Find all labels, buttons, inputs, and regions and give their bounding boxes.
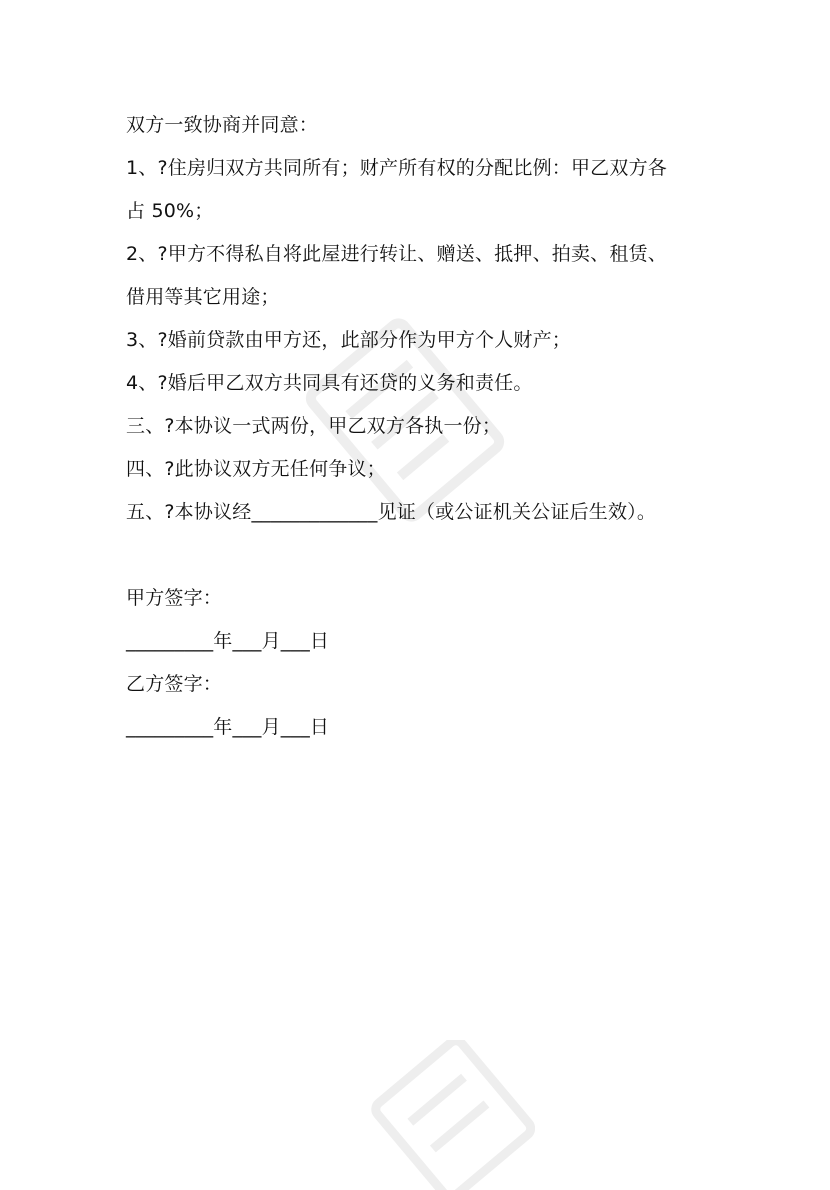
- clause-line: 4、?婚后甲乙双方共同具有还贷的义务和责任。: [126, 372, 533, 394]
- clause-line: 三、?本协议一式两份，甲乙双方各执一份；: [126, 415, 502, 437]
- party-b-signature-label: 乙方签字：: [126, 673, 223, 695]
- party-a-date-line: _________年___月___日: [126, 630, 330, 652]
- clause-line: 3、?婚前贷款由甲方还，此部分作为甲方个人财产；: [126, 329, 571, 351]
- clause-line: 四、?此协议双方无任何争议；: [126, 458, 386, 480]
- clause-line: 占 50%；: [126, 200, 214, 222]
- agreement-body: [126, 104, 726, 749]
- clause-line: 借用等其它用途；: [126, 286, 280, 308]
- clause-line: 1、?住房归双方共同所有；财产所有权的分配比例：甲乙双方各: [126, 157, 667, 179]
- spacer: [126, 534, 726, 577]
- clause-line: 五、?本协议经_____________见证（或公证机关公证后生效）。: [126, 501, 657, 523]
- agreement-intro: 双方一致协商并同意：: [126, 114, 319, 136]
- party-b-date-line: _________年___月___日: [126, 716, 330, 738]
- clause-line: 2、?甲方不得私自将此屋进行转让、赠送、抵押、拍卖、租赁、: [126, 243, 667, 265]
- watermark-stamp: [365, 1040, 535, 1190]
- party-a-signature-label: 甲方签字：: [126, 587, 223, 609]
